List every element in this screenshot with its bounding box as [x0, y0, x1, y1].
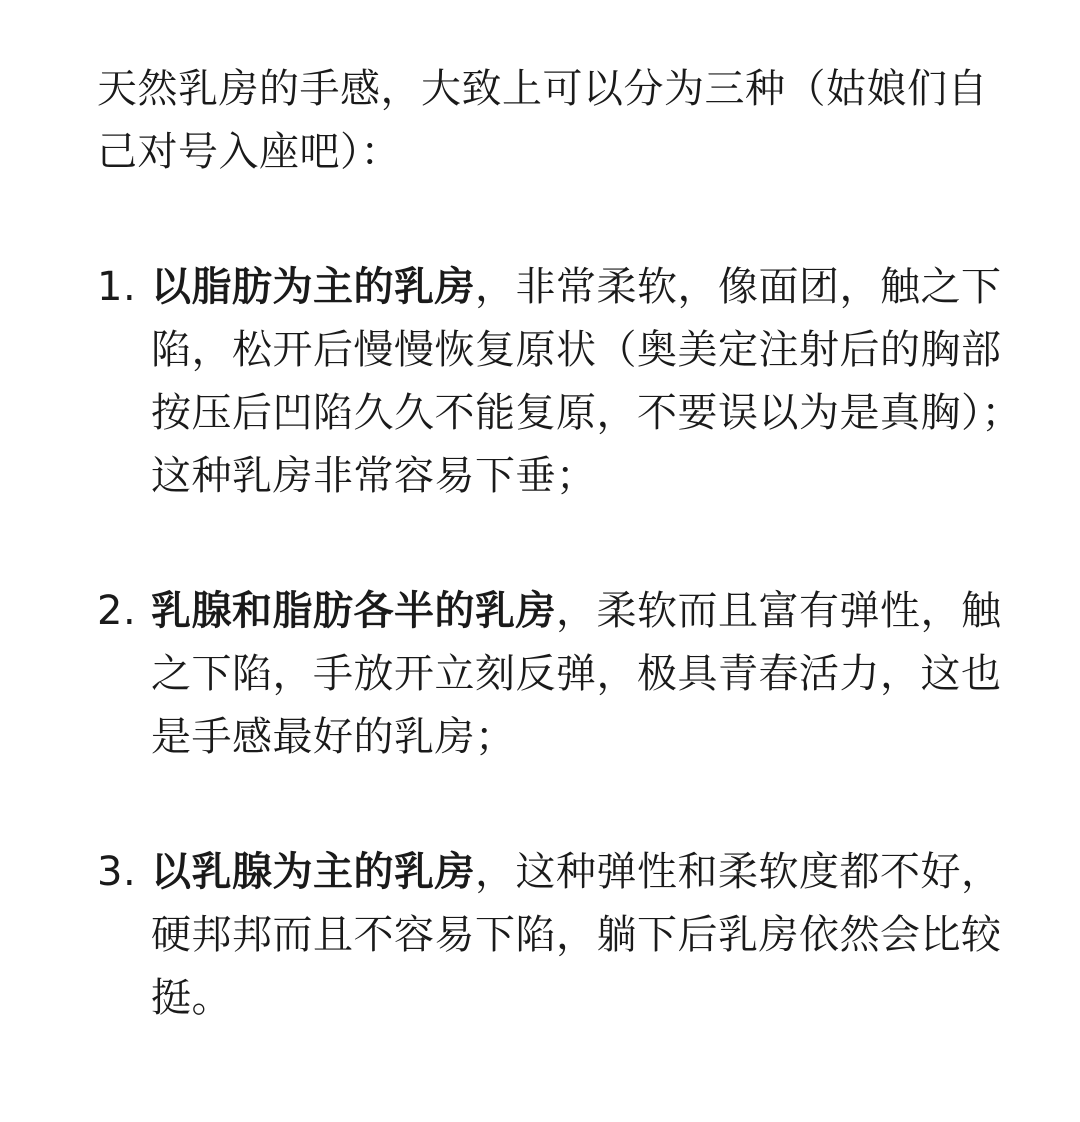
list-number: 2. [97, 588, 137, 634]
article-body [97, 58, 1031, 1030]
list-item-fat-dominant [97, 256, 1031, 508]
list-item-text: ，非常柔软，像面团，触之下陷，松开后慢慢恢复原状（奥美定注射后的胸部按压后凹陷久久不能复原，不要误以为是真胸）；这种乳房非常容易下垂； [151, 264, 1022, 499]
list-item-text: ，这种弹性和柔软度都不好，硬邦邦而且不容易下陷，躺下后乳房依然会比较挺。 [151, 849, 1002, 1021]
list-item-heading: 乳腺和脂肪各半的乳房 [151, 588, 556, 634]
list-item-text: ，柔软而且富有弹性，触之下陷，手放开立刻反弹，极具青春活力，这也是手感最好的乳房； [151, 588, 1002, 760]
list-item-heading: 以脂肪为主的乳房 [151, 264, 475, 310]
list-item-heading: 以乳腺为主的乳房 [151, 849, 475, 895]
intro-paragraph: 天然乳房的手感，大致上可以分为三种（姑娘们自己对号入座吧）： [97, 66, 988, 175]
list-number: 3. [97, 849, 137, 895]
list-item-mixed [97, 580, 1031, 769]
list-item-gland-dominant [97, 841, 1031, 1030]
list-number: 1. [97, 264, 137, 310]
breast-type-list [97, 256, 1031, 1030]
